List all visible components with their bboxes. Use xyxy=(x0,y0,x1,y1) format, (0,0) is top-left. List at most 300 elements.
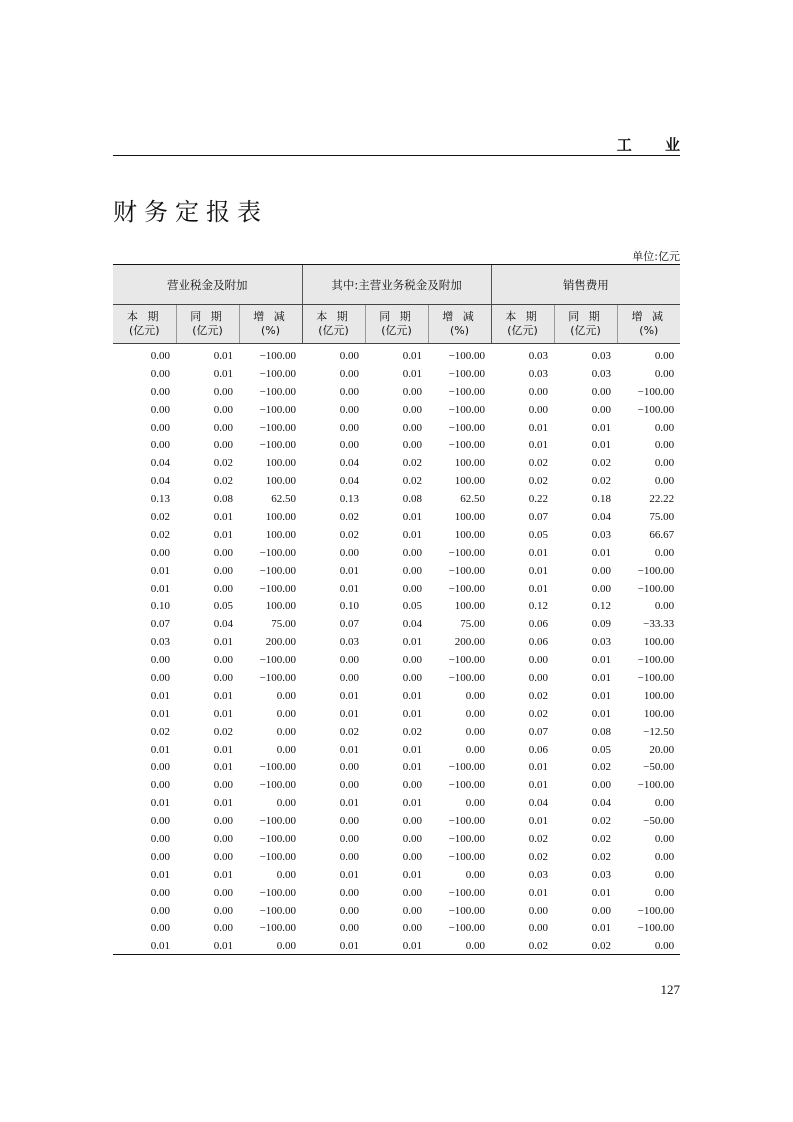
table-cell: 0.00 xyxy=(150,904,170,917)
table-cell: −100.00 xyxy=(448,779,486,792)
group-header-row xyxy=(113,265,680,305)
table-cell: 0.00 xyxy=(402,654,423,667)
table-cell: −100.00 xyxy=(259,385,297,398)
table-cell: 0.01 xyxy=(402,636,423,649)
table-cell: 0.00 xyxy=(339,349,360,362)
table-cell: 100.00 xyxy=(454,528,486,541)
section-label: 工 业 xyxy=(616,136,694,154)
table-cell: 0.01 xyxy=(591,421,612,434)
table-cell: 0.00 xyxy=(339,904,360,917)
table-cell: 0.02 xyxy=(591,761,612,774)
table-cell: −100.00 xyxy=(637,582,675,595)
table-cell: 0.01 xyxy=(528,421,549,434)
table-cell: 0.00 xyxy=(276,940,297,953)
table-cell: −100.00 xyxy=(448,904,486,917)
table-cell: 0.00 xyxy=(591,385,612,398)
sub-header-label: 增 减 xyxy=(442,310,477,323)
table-row xyxy=(113,687,680,705)
table-cell: 0.02 xyxy=(150,528,170,541)
table-cell: −100.00 xyxy=(259,850,297,863)
table-cell: −100.00 xyxy=(448,671,486,684)
table-cell: 0.01 xyxy=(213,868,233,881)
table-cell: 0.08 xyxy=(213,493,233,506)
table-cell: 0.00 xyxy=(339,367,360,380)
table-cell: 0.01 xyxy=(213,707,233,720)
table-cell: 0.00 xyxy=(339,439,360,452)
table-cell: 0.00 xyxy=(465,707,486,720)
table-cell: −100.00 xyxy=(259,546,297,559)
table-cell: 0.02 xyxy=(402,475,423,488)
table-cell: 0.00 xyxy=(339,761,360,774)
table-cell: 100.00 xyxy=(643,707,675,720)
top-rule xyxy=(113,155,680,156)
group-header-main-business-tax: 其中:主营业务税金及附加 xyxy=(302,265,491,305)
table-cell: 0.02 xyxy=(150,510,170,523)
table-cell: 0.01 xyxy=(339,707,360,720)
table-cell: 0.06 xyxy=(528,636,549,649)
table-cell: 0.02 xyxy=(150,725,170,738)
table-cell: 0.01 xyxy=(528,779,549,792)
table-cell: −100.00 xyxy=(448,654,486,667)
table-cell: 0.01 xyxy=(528,546,549,559)
table-cell: 0.01 xyxy=(213,349,233,362)
table-cell: 0.01 xyxy=(402,707,423,720)
table-cell: 0.00 xyxy=(276,707,297,720)
group-header-business-tax: 营业税金及附加 xyxy=(113,265,302,305)
table-cell: −100.00 xyxy=(259,886,297,899)
table-cell: 0.00 xyxy=(213,403,233,416)
table-cell: 0.01 xyxy=(591,439,612,452)
table-cell: 0.02 xyxy=(339,725,360,738)
table-cell: −100.00 xyxy=(448,564,486,577)
table-cell: 66.67 xyxy=(649,528,675,541)
table-cell: 200.00 xyxy=(454,636,486,649)
table-cell: 0.01 xyxy=(591,689,612,702)
table-cell: 0.02 xyxy=(339,528,360,541)
table-cell: 0.00 xyxy=(654,546,675,559)
table-cell: 0.02 xyxy=(591,475,612,488)
table-cell: 0.02 xyxy=(528,850,549,863)
table-row xyxy=(113,454,680,472)
table-cell: 0.00 xyxy=(150,779,170,792)
table-cell: 0.01 xyxy=(591,922,612,935)
table-cell: 0.01 xyxy=(213,510,233,523)
table-cell: −50.00 xyxy=(643,815,675,828)
table-cell: 0.02 xyxy=(528,940,549,953)
sub-header-label: 增 减 xyxy=(631,310,667,323)
sub-header-unit: (亿元) xyxy=(507,324,538,337)
table-cell: 0.02 xyxy=(213,457,233,470)
table-cell: −100.00 xyxy=(259,671,297,684)
table-cell: 0.00 xyxy=(213,654,233,667)
table-cell: −100.00 xyxy=(259,761,297,774)
sub-header-label: 本 期 xyxy=(505,310,540,323)
table-cell: 0.00 xyxy=(402,403,423,416)
table-cell: 0.00 xyxy=(276,725,297,738)
table-cell: 0.01 xyxy=(528,815,549,828)
table-cell: −100.00 xyxy=(448,761,486,774)
table-cell: 0.01 xyxy=(402,940,423,953)
table-cell: −50.00 xyxy=(643,761,675,774)
table-cell: 0.07 xyxy=(528,725,549,738)
table-cell: 0.12 xyxy=(591,600,612,613)
table-cell: 0.06 xyxy=(528,743,549,756)
table-cell: 0.01 xyxy=(339,689,360,702)
table-cell: 0.00 xyxy=(339,832,360,845)
table-cell: 0.00 xyxy=(402,582,423,595)
table-cell: 0.02 xyxy=(528,707,549,720)
table-cell: 0.00 xyxy=(591,582,612,595)
table-row xyxy=(113,794,680,812)
table-cell: 0.00 xyxy=(654,439,675,452)
table-cell: 100.00 xyxy=(454,475,486,488)
table-cell: 0.02 xyxy=(591,850,612,863)
table-row xyxy=(113,723,680,741)
sub-header xyxy=(239,305,302,344)
table-cell: 0.02 xyxy=(213,475,233,488)
table-cell: 0.01 xyxy=(528,564,549,577)
table-cell: 75.00 xyxy=(271,618,297,631)
table-cell: 0.02 xyxy=(528,475,549,488)
table-cell: 0.00 xyxy=(150,367,170,380)
table-cell: 0.00 xyxy=(276,868,297,881)
table-cell: 200.00 xyxy=(265,636,297,649)
table-cell: 0.00 xyxy=(150,832,170,845)
table-row xyxy=(113,544,680,562)
table-cell: 0.00 xyxy=(150,886,170,899)
table-cell: 0.00 xyxy=(150,546,170,559)
table-cell: 0.02 xyxy=(528,457,549,470)
table-cell: 0.02 xyxy=(402,725,423,738)
table-cell: 62.50 xyxy=(460,493,486,506)
table-cell: 0.00 xyxy=(339,779,360,792)
table-cell: 0.00 xyxy=(654,850,675,863)
table-cell: 0.01 xyxy=(150,707,170,720)
table-cell: 0.00 xyxy=(150,421,170,434)
table-cell: 0.04 xyxy=(402,618,423,631)
table-cell: −12.50 xyxy=(643,725,675,738)
sub-header-label: 同 期 xyxy=(568,310,603,323)
page-number: 127 xyxy=(660,982,680,997)
table-cell: 0.00 xyxy=(528,904,549,917)
table-row xyxy=(113,848,680,866)
table-cell: 0.00 xyxy=(654,421,675,434)
table-cell: 0.07 xyxy=(528,510,549,523)
table-cell: 0.01 xyxy=(213,689,233,702)
table-cell: −33.33 xyxy=(643,618,675,631)
sub-header-unit: (亿元) xyxy=(192,324,223,337)
table-cell: 0.01 xyxy=(339,797,360,810)
table-cell: 0.00 xyxy=(213,922,233,935)
table-cell: 0.00 xyxy=(465,868,486,881)
table-cell: 0.00 xyxy=(465,743,486,756)
table-cell: 100.00 xyxy=(454,510,486,523)
table-cell: 0.01 xyxy=(213,761,233,774)
table-cell: 0.00 xyxy=(591,564,612,577)
table-row xyxy=(113,633,680,651)
table-cell: 0.00 xyxy=(150,671,170,684)
sub-header-unit: (亿元) xyxy=(318,324,349,337)
table-cell: 0.00 xyxy=(213,671,233,684)
table-cell: 0.01 xyxy=(402,349,423,362)
sub-header-unit: (亿元) xyxy=(570,324,601,337)
table-cell: 0.00 xyxy=(339,850,360,863)
table-cell: 0.00 xyxy=(213,546,233,559)
table-cell: 100.00 xyxy=(454,457,486,470)
table-cell: 0.00 xyxy=(654,475,675,488)
table-cell: 0.00 xyxy=(402,815,423,828)
table-cell: 0.00 xyxy=(654,349,675,362)
table-row xyxy=(113,472,680,490)
table-cell: 62.50 xyxy=(271,493,297,506)
table-cell: 0.00 xyxy=(465,725,486,738)
table-cell: 0.00 xyxy=(402,904,423,917)
table-cell: 0.10 xyxy=(339,600,360,613)
table-cell: −100.00 xyxy=(448,439,486,452)
table-cell: 0.02 xyxy=(591,940,612,953)
table-cell: 0.04 xyxy=(150,457,170,470)
table-cell: 0.01 xyxy=(150,797,170,810)
table-cell: 0.02 xyxy=(339,510,360,523)
table-cell: 0.01 xyxy=(591,671,612,684)
table-cell: 0.00 xyxy=(465,797,486,810)
table-cell: −100.00 xyxy=(448,582,486,595)
table-cell: 0.05 xyxy=(402,600,423,613)
table-row xyxy=(113,669,680,687)
table-row xyxy=(113,562,680,580)
table-cell: −100.00 xyxy=(259,367,297,380)
table-cell: 0.01 xyxy=(213,636,233,649)
table-cell: 0.01 xyxy=(150,564,170,577)
table-row xyxy=(113,741,680,759)
table-row xyxy=(113,758,680,776)
table-cell: 0.00 xyxy=(654,832,675,845)
table-cell: −100.00 xyxy=(259,403,297,416)
table-body xyxy=(113,344,680,956)
table-cell: 75.00 xyxy=(460,618,486,631)
table-cell: 0.01 xyxy=(402,689,423,702)
table-cell: 0.00 xyxy=(213,564,233,577)
table-cell: 0.03 xyxy=(528,868,549,881)
table-cell: −100.00 xyxy=(259,654,297,667)
table-cell: 0.01 xyxy=(213,367,233,380)
sub-header xyxy=(428,305,491,344)
table-cell: 0.00 xyxy=(150,439,170,452)
table-cell: −100.00 xyxy=(637,779,675,792)
table-cell: 0.00 xyxy=(213,439,233,452)
table-cell: 0.01 xyxy=(528,886,549,899)
table-cell: 0.00 xyxy=(402,421,423,434)
table-cell: 0.00 xyxy=(276,797,297,810)
table-cell: 0.01 xyxy=(150,689,170,702)
table-cell: 0.02 xyxy=(591,457,612,470)
sub-header-unit: (%) xyxy=(260,324,281,337)
table-cell: 0.01 xyxy=(402,510,423,523)
table-cell: 0.01 xyxy=(339,582,360,595)
table-cell: −100.00 xyxy=(448,367,486,380)
table-cell: 0.01 xyxy=(591,654,612,667)
table-cell: 0.13 xyxy=(339,493,360,506)
table-row xyxy=(113,436,680,454)
table-cell: −100.00 xyxy=(259,349,297,362)
table-cell: 0.00 xyxy=(528,654,549,667)
sub-header-label: 增 减 xyxy=(253,310,288,323)
table-cell: 0.08 xyxy=(402,493,423,506)
table-cell: −100.00 xyxy=(637,403,675,416)
table-cell: 0.04 xyxy=(150,475,170,488)
sub-header xyxy=(302,305,365,344)
table-cell: 0.03 xyxy=(591,868,612,881)
table-cell: 0.03 xyxy=(528,349,549,362)
table-cell: −100.00 xyxy=(448,421,486,434)
table-cell: 0.00 xyxy=(465,940,486,953)
table-cell: 0.00 xyxy=(213,850,233,863)
sub-header-unit: (%) xyxy=(639,324,659,337)
table-cell: 0.03 xyxy=(150,636,170,649)
sub-header-unit: (亿元) xyxy=(381,324,412,337)
table-cell: 0.02 xyxy=(402,457,423,470)
table-cell: 0.00 xyxy=(150,385,170,398)
table-cell: 0.00 xyxy=(213,582,233,595)
table-cell: −100.00 xyxy=(448,815,486,828)
table-cell: 0.01 xyxy=(528,761,549,774)
table-row xyxy=(113,597,680,615)
table-row xyxy=(113,902,680,920)
table-cell: 0.00 xyxy=(654,886,675,899)
table-cell: 0.00 xyxy=(213,815,233,828)
table-cell: 0.00 xyxy=(402,439,423,452)
table-row xyxy=(113,490,680,508)
table-row xyxy=(113,937,680,955)
table-cell: 0.01 xyxy=(591,886,612,899)
table-cell: 0.00 xyxy=(213,385,233,398)
table-cell: 0.04 xyxy=(213,618,233,631)
table-row xyxy=(113,812,680,830)
table-cell: 0.00 xyxy=(402,564,423,577)
table-cell: 0.00 xyxy=(654,457,675,470)
table-cell: 0.01 xyxy=(339,564,360,577)
table-cell: 100.00 xyxy=(265,600,297,613)
table-cell: 0.03 xyxy=(591,349,612,362)
table-cell: 0.01 xyxy=(150,582,170,595)
sub-header-unit: (%) xyxy=(450,324,470,337)
table-cell: 0.00 xyxy=(276,689,297,702)
table-cell: 0.00 xyxy=(339,403,360,416)
table-row xyxy=(113,615,680,633)
table-cell: 0.01 xyxy=(339,743,360,756)
table-cell: 0.01 xyxy=(591,707,612,720)
table-row xyxy=(113,365,680,383)
table-cell: 100.00 xyxy=(454,600,486,613)
table-cell: 0.05 xyxy=(591,743,612,756)
table-cell: 0.00 xyxy=(654,600,675,613)
sub-header xyxy=(491,305,554,344)
sub-header-label: 同 期 xyxy=(379,310,414,323)
table-cell: −100.00 xyxy=(637,654,675,667)
table-cell: 22.22 xyxy=(649,493,675,506)
table-cell: 0.01 xyxy=(213,797,233,810)
table-cell: 0.01 xyxy=(339,940,360,953)
table-cell: −100.00 xyxy=(637,671,675,684)
table-row xyxy=(113,920,680,938)
group-header-selling-expenses: 销售费用 xyxy=(491,265,680,305)
table-cell: −100.00 xyxy=(448,922,486,935)
table-cell: 100.00 xyxy=(265,475,297,488)
table-cell: −100.00 xyxy=(637,564,675,577)
table-cell: −100.00 xyxy=(259,421,297,434)
table-cell: −100.00 xyxy=(259,922,297,935)
table-cell: 0.00 xyxy=(150,815,170,828)
sub-header xyxy=(176,305,239,344)
table-cell: 0.00 xyxy=(339,671,360,684)
table-cell: 0.09 xyxy=(591,618,612,631)
table-cell: 0.01 xyxy=(339,868,360,881)
table-cell: 0.03 xyxy=(591,636,612,649)
table-cell: 0.00 xyxy=(150,761,170,774)
table-row xyxy=(113,830,680,848)
table-cell: 0.00 xyxy=(339,385,360,398)
table-cell: 0.01 xyxy=(213,743,233,756)
table-cell: −100.00 xyxy=(448,886,486,899)
table-cell: 0.00 xyxy=(213,886,233,899)
table-row xyxy=(113,383,680,401)
table-cell: 0.00 xyxy=(213,779,233,792)
table-cell: 0.04 xyxy=(591,797,612,810)
table-cell: 0.01 xyxy=(150,868,170,881)
table-cell: 0.00 xyxy=(591,779,612,792)
table-cell: 0.00 xyxy=(339,546,360,559)
table-cell: 0.05 xyxy=(213,600,233,613)
table-cell: −100.00 xyxy=(259,439,297,452)
table-cell: 0.00 xyxy=(150,654,170,667)
table-cell: 0.07 xyxy=(339,618,360,631)
table-cell: 0.00 xyxy=(528,922,549,935)
table-cell: 100.00 xyxy=(643,689,675,702)
table-cell: 0.02 xyxy=(528,689,549,702)
table-cell: −100.00 xyxy=(259,815,297,828)
table-cell: 0.00 xyxy=(150,922,170,935)
table-cell: 0.00 xyxy=(213,832,233,845)
table-cell: 0.00 xyxy=(402,922,423,935)
table-cell: 0.03 xyxy=(591,528,612,541)
table-row xyxy=(113,526,680,544)
table-row xyxy=(113,776,680,794)
table-cell: 0.08 xyxy=(591,725,612,738)
table-cell: 0.02 xyxy=(213,725,233,738)
table-row xyxy=(113,419,680,437)
table-cell: 0.00 xyxy=(150,349,170,362)
table-cell: 0.00 xyxy=(339,922,360,935)
table-cell: 0.00 xyxy=(654,868,675,881)
sub-header xyxy=(113,305,176,344)
table-cell: 0.00 xyxy=(150,403,170,416)
table-cell: 0.10 xyxy=(150,600,170,613)
table-cell: 0.00 xyxy=(402,779,423,792)
table-cell: 0.03 xyxy=(339,636,360,649)
table-cell: 0.02 xyxy=(528,832,549,845)
table-cell: 0.12 xyxy=(528,600,549,613)
table-cell: −100.00 xyxy=(448,349,486,362)
table-cell: 0.00 xyxy=(591,904,612,917)
sub-header-row xyxy=(113,305,680,344)
table-row xyxy=(113,580,680,598)
table-cell: 0.02 xyxy=(591,832,612,845)
table-cell: 0.07 xyxy=(150,618,170,631)
table-row xyxy=(113,508,680,526)
sub-header-label: 本 期 xyxy=(316,310,351,323)
table-cell: 0.13 xyxy=(150,493,170,506)
table-cell: 100.00 xyxy=(265,457,297,470)
